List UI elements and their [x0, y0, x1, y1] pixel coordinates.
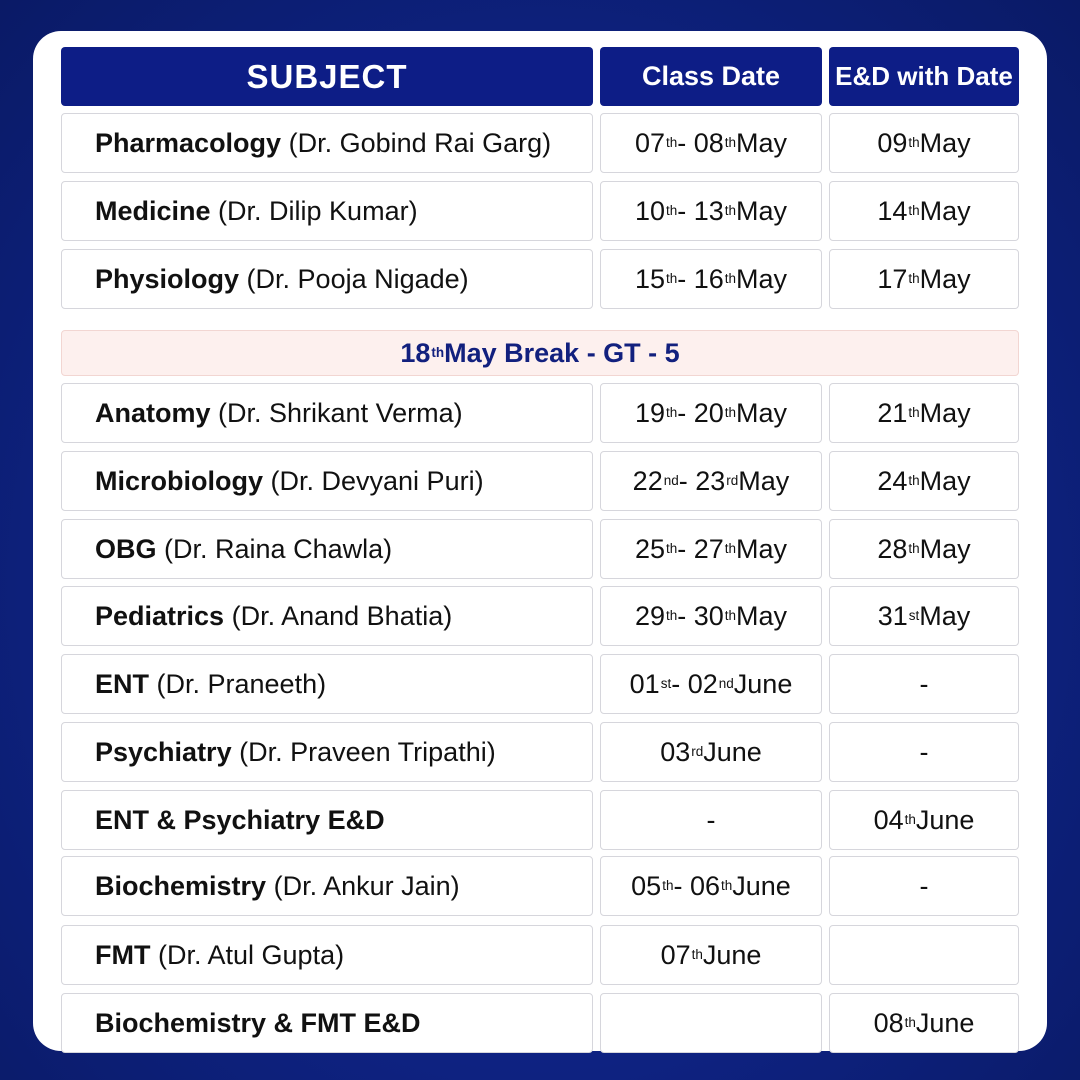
subject-cell	[61, 993, 593, 1053]
date-text: - 02	[671, 668, 718, 699]
doctor-name: (Dr. Raina Chawla)	[164, 533, 393, 564]
date-text: 07	[634, 127, 665, 158]
date-text: June	[703, 736, 762, 767]
header-ed-date: E&D with Date	[829, 47, 1019, 106]
date-text: 22	[632, 465, 663, 496]
doctor-name: (Dr. Anand Bhatia)	[231, 600, 453, 631]
date-text: - 13	[677, 195, 724, 226]
date-text: - 20	[677, 397, 724, 428]
class-date-cell	[600, 790, 822, 850]
date-text: May Break - GT - 5	[444, 337, 680, 368]
subject-cell	[61, 249, 593, 309]
date-text: May	[919, 397, 971, 428]
date-text: -	[706, 804, 716, 835]
table-row	[61, 722, 1019, 782]
date-text: 10	[634, 195, 665, 226]
date-text: 08	[873, 1007, 904, 1038]
date-text: 01	[629, 668, 660, 699]
date-text: May	[919, 600, 971, 631]
subject-name: Pharmacology	[95, 127, 282, 158]
date-text: May	[919, 533, 971, 564]
date-text: 21	[877, 397, 908, 428]
break-banner: 18 th May Break - GT - 5	[61, 330, 1019, 376]
doctor-name: (Dr. Pooja Nigade)	[246, 263, 469, 294]
table-row	[61, 451, 1019, 511]
subject-name: FMT	[95, 939, 151, 970]
table-row	[61, 249, 1019, 309]
table-row	[61, 586, 1019, 646]
ed-date-cell: 17 th May	[829, 249, 1019, 309]
doctor-name: (Dr. Dilip Kumar)	[218, 195, 418, 226]
date-text: - 23	[678, 465, 726, 496]
date-text: May	[736, 397, 788, 428]
subject-name: Anatomy	[95, 397, 211, 428]
date-text: 31	[877, 600, 908, 631]
date-text: June	[915, 1007, 975, 1038]
subject-cell	[61, 451, 593, 511]
date-text: - 16	[677, 263, 724, 294]
table-row	[61, 790, 1019, 850]
doctor-name: (Dr. Gobind Rai Garg)	[288, 127, 552, 158]
date-text: -	[919, 736, 929, 767]
doctor-name: (Dr. Shrikant Verma)	[218, 397, 463, 428]
subject-cell	[61, 925, 593, 985]
class-date-cell: 07 th - 08 th May	[600, 113, 822, 173]
ed-date-cell: 09 th May	[829, 113, 1019, 173]
date-text: 14	[877, 195, 908, 226]
subject-name: Microbiology	[95, 465, 263, 496]
date-text: 18	[400, 337, 431, 368]
date-text: May	[736, 127, 788, 158]
date-text: May	[736, 263, 788, 294]
date-text: June	[732, 870, 791, 901]
date-text: 03	[660, 736, 691, 767]
class-date-cell: 05 th - 06 th June	[600, 856, 822, 916]
ed-date-cell: 21 th May	[829, 383, 1019, 443]
table-row	[61, 856, 1019, 916]
table-row	[61, 383, 1019, 443]
date-text: June	[915, 804, 975, 835]
subject-cell	[61, 586, 593, 646]
date-text: - 27	[677, 533, 724, 564]
subject-name: Medicine	[95, 195, 211, 226]
table-row	[61, 181, 1019, 241]
header-class-date: Class Date	[600, 47, 822, 106]
subject-cell	[61, 722, 593, 782]
ed-date-cell	[829, 856, 1019, 916]
ed-date-cell: 31 st May	[829, 586, 1019, 646]
ed-date-cell: 04 th June	[829, 790, 1019, 850]
date-text: June	[702, 939, 762, 970]
date-text: 19	[634, 397, 665, 428]
date-text: 07	[660, 939, 691, 970]
date-text: June	[733, 668, 793, 699]
ed-date-cell	[829, 722, 1019, 782]
table-header	[61, 47, 1019, 106]
class-date-cell: 25 th - 27 th May	[600, 519, 822, 579]
subject-cell	[61, 790, 593, 850]
subject-name: Psychiatry	[95, 736, 232, 767]
subject-cell	[61, 519, 593, 579]
date-text: 15	[634, 263, 665, 294]
subject-cell	[61, 383, 593, 443]
date-text: 28	[877, 533, 908, 564]
doctor-name: (Dr. Ankur Jain)	[273, 870, 460, 901]
class-date-cell: 07 th June	[600, 925, 822, 985]
class-date-cell	[600, 993, 822, 1053]
subject-cell	[61, 654, 593, 714]
subject-name: ENT	[95, 668, 149, 699]
date-text: 24	[877, 465, 908, 496]
date-text: - 30	[677, 600, 724, 631]
table-row	[61, 993, 1019, 1053]
date-text: 25	[634, 533, 665, 564]
table-row	[61, 925, 1019, 985]
class-date-cell: 03 rd June	[600, 722, 822, 782]
table-row	[61, 113, 1019, 173]
date-text: 09	[877, 127, 908, 158]
doctor-name: (Dr. Praneeth)	[156, 668, 327, 699]
ed-date-cell: 14 th May	[829, 181, 1019, 241]
date-text: 05	[631, 870, 662, 901]
date-text: May	[919, 195, 971, 226]
class-date-cell: 01 st - 02 nd June	[600, 654, 822, 714]
table-row	[61, 654, 1019, 714]
ed-date-cell: 28 th May	[829, 519, 1019, 579]
class-date-cell: 15 th - 16 th May	[600, 249, 822, 309]
subject-name: ENT & Psychiatry E&D	[95, 804, 385, 835]
subject-cell	[61, 113, 593, 173]
ed-date-cell: 08 th June	[829, 993, 1019, 1053]
doctor-name: (Dr. Devyani Puri)	[270, 465, 484, 496]
date-text: 04	[873, 804, 904, 835]
subject-name: Pediatrics	[95, 600, 225, 631]
class-date-cell: 19 th - 20 th May	[600, 383, 822, 443]
class-date-cell: 10 th - 13 th May	[600, 181, 822, 241]
doctor-name: (Dr. Atul Gupta)	[158, 939, 345, 970]
date-text: May	[738, 465, 790, 496]
table-row	[61, 519, 1019, 579]
ed-date-cell: 24 th May	[829, 451, 1019, 511]
schedule-card	[33, 31, 1047, 1051]
date-text: - 08	[677, 127, 724, 158]
date-text: 29	[634, 600, 665, 631]
date-text: 17	[877, 263, 908, 294]
subject-name: Physiology	[95, 263, 240, 294]
subject-cell	[61, 856, 593, 916]
subject-name: Biochemistry & FMT E&D	[95, 1007, 421, 1038]
date-text: May	[919, 263, 971, 294]
subject-name: OBG	[95, 533, 157, 564]
date-text: May	[736, 533, 788, 564]
date-text: -	[919, 870, 929, 901]
subject-name: Biochemistry	[95, 870, 267, 901]
date-text: -	[919, 668, 929, 699]
doctor-name: (Dr. Praveen Tripathi)	[239, 736, 496, 767]
date-text: May	[919, 127, 971, 158]
ed-date-cell	[829, 925, 1019, 985]
ed-date-cell	[829, 654, 1019, 714]
date-text: May	[919, 465, 971, 496]
date-text: May	[736, 600, 788, 631]
header-subject: SUBJECT	[61, 47, 593, 106]
subject-cell	[61, 181, 593, 241]
class-date-cell: 22 nd - 23 rd May	[600, 451, 822, 511]
date-text: - 06	[673, 870, 720, 901]
class-date-cell: 29 th - 30 th May	[600, 586, 822, 646]
date-text: May	[736, 195, 788, 226]
